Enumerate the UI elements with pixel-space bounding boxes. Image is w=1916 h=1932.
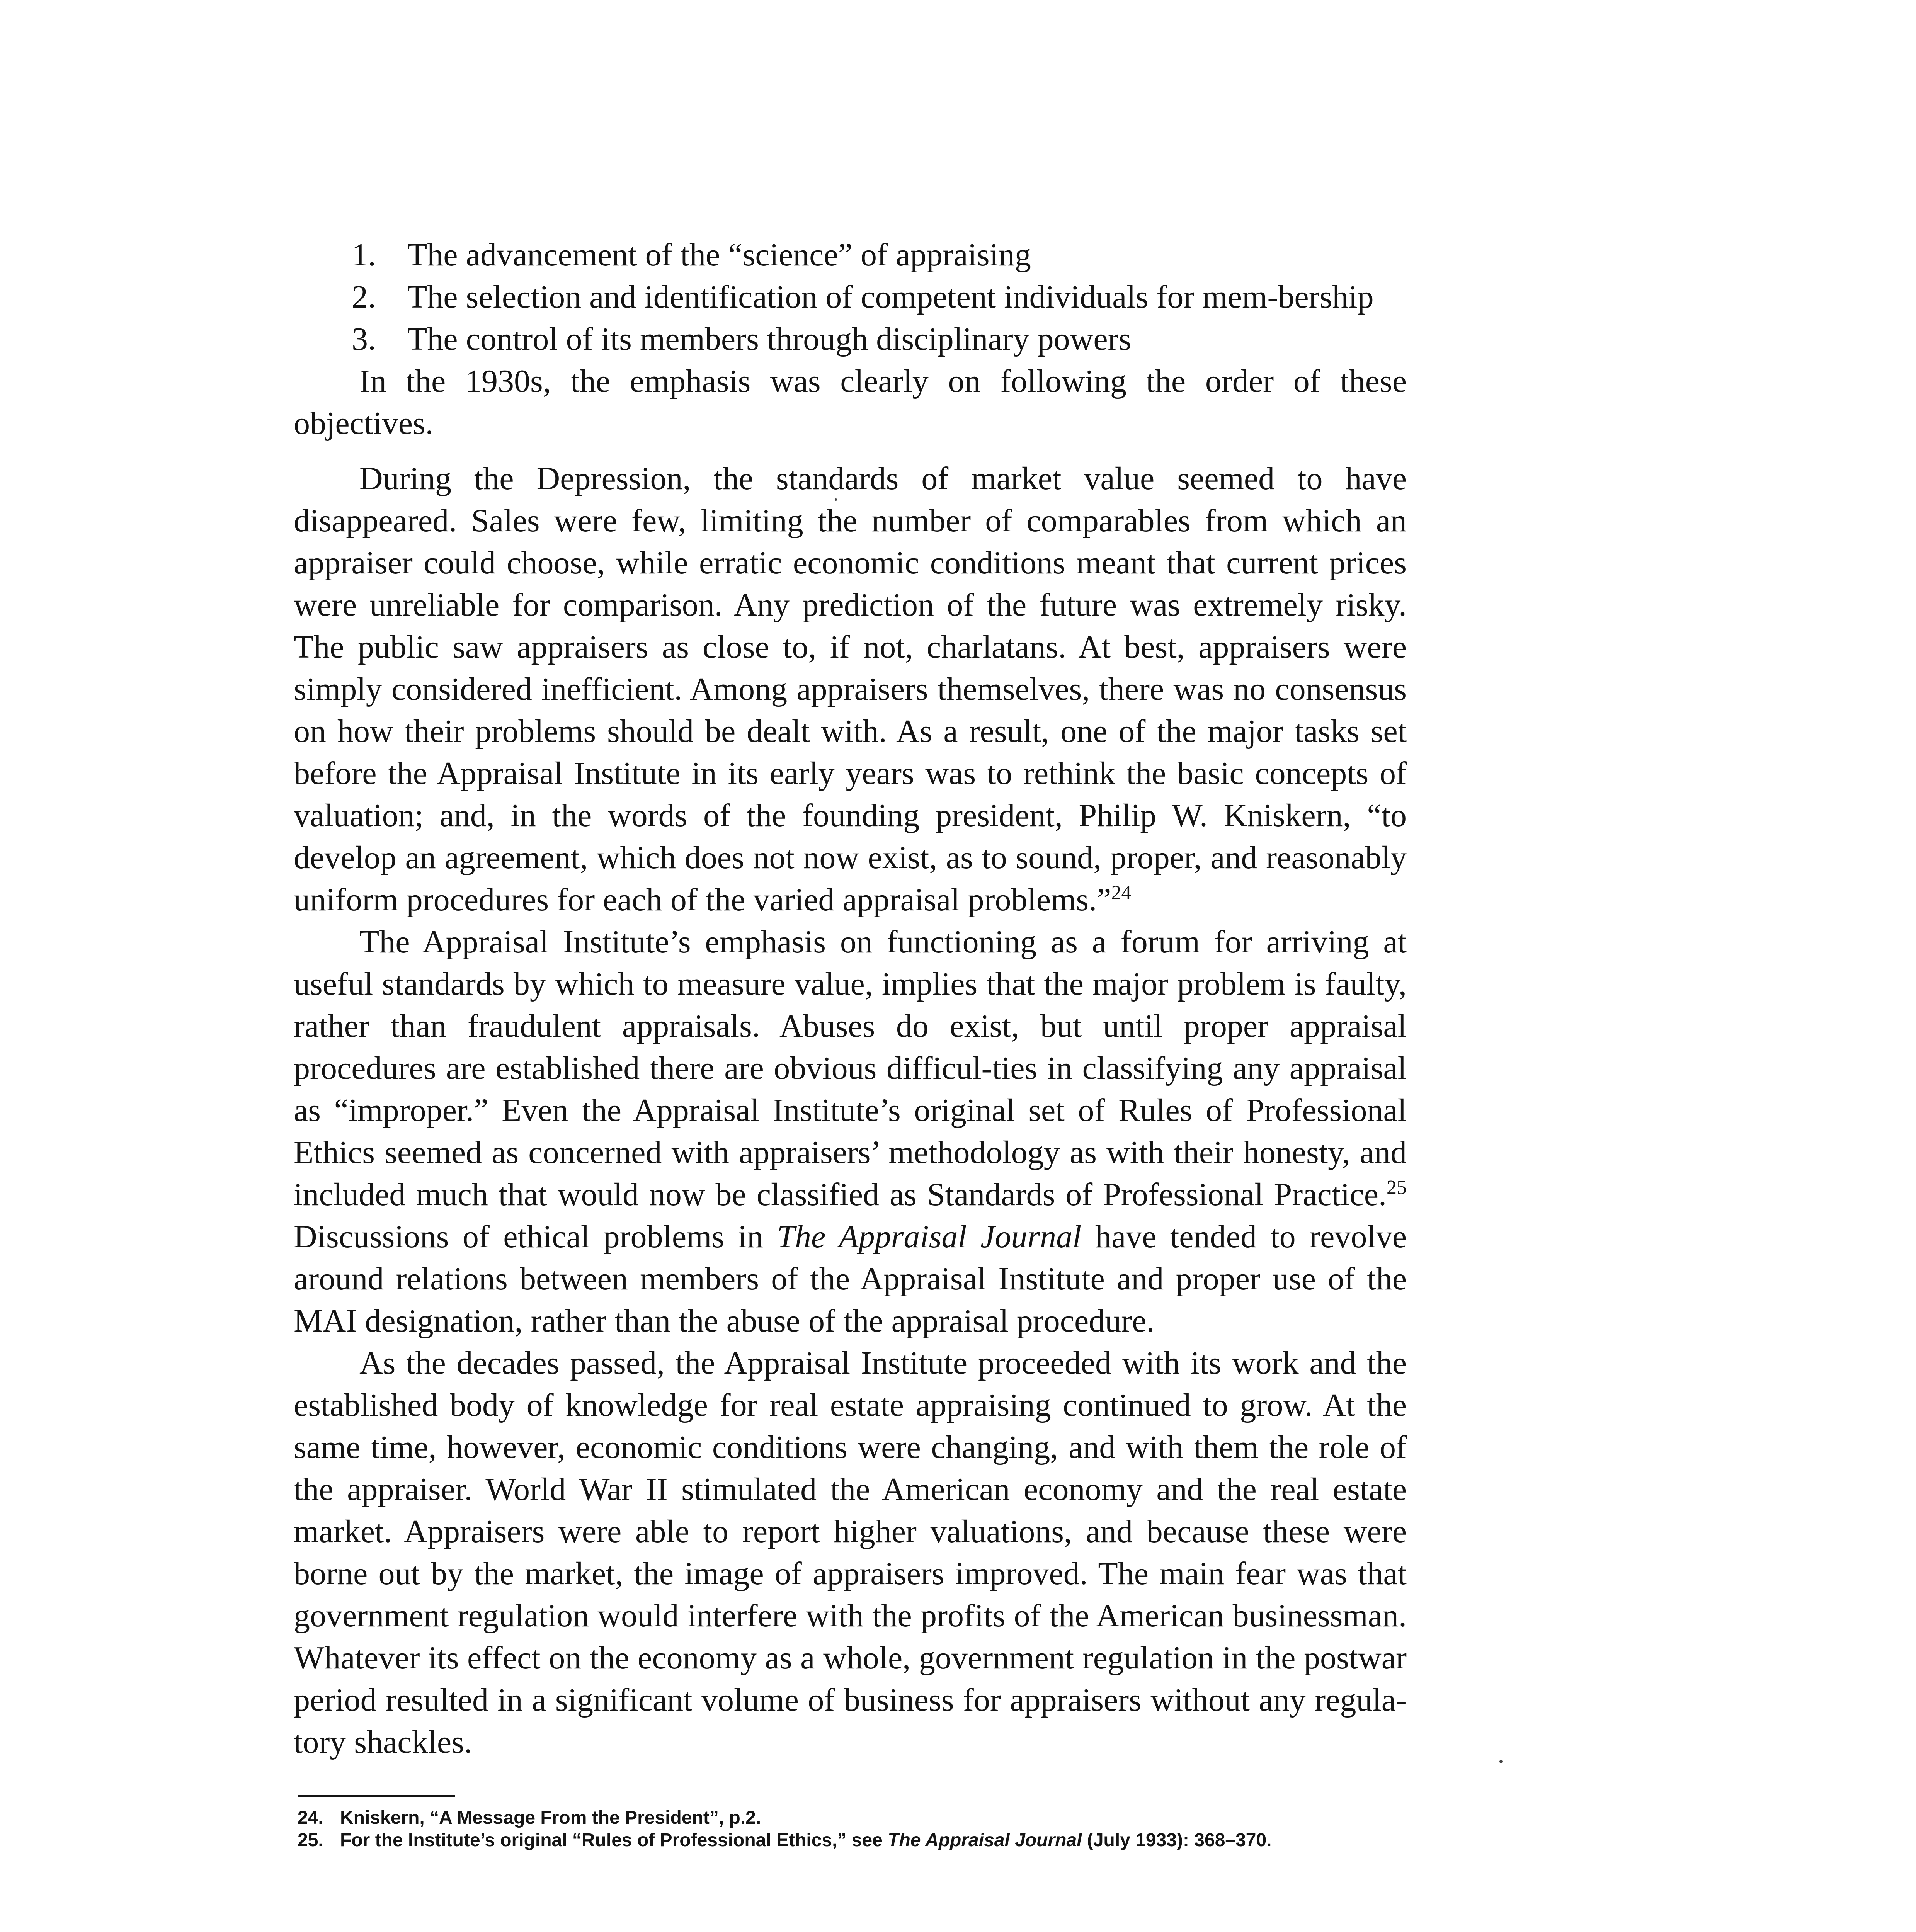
paragraph-text: Discussions of ethical problems in bbox=[294, 1219, 777, 1255]
journal-title: The Appraisal Journal bbox=[777, 1219, 1082, 1255]
footnote-text: Kniskern, “A Message From the President”, p.2. bbox=[340, 1808, 761, 1828]
footnote-text: (July 1933): 368–370. bbox=[1082, 1830, 1272, 1850]
paragraph-forum bbox=[294, 921, 1407, 1342]
footnote-24 bbox=[294, 1807, 1407, 1829]
list-item bbox=[294, 318, 1407, 360]
list-item bbox=[294, 276, 1407, 318]
footnote-number: 24. bbox=[298, 1808, 323, 1828]
objectives-list bbox=[294, 234, 1407, 360]
list-number: 2. bbox=[352, 279, 376, 315]
list-number: 3. bbox=[352, 321, 376, 357]
footnote-journal-title: The Appraisal Journal bbox=[888, 1830, 1082, 1850]
list-text: The control of its members through disciplinary powers bbox=[407, 321, 1132, 357]
footnote-25 bbox=[294, 1829, 1407, 1852]
scan-speck bbox=[1499, 1760, 1503, 1763]
list-item bbox=[294, 234, 1407, 276]
page-body bbox=[294, 234, 1407, 1852]
footnote-ref-24: 24 bbox=[1111, 882, 1132, 904]
paragraph-text: During the Depression, the standards of market value seemed to have disappeared. Sales were few, limiting the number of comparables from which an appraiser could choose, while erratic economic conditions meant that current prices were unreliable for comparison. Any prediction of the future was extremely risky. The public saw appraisers as close to, if not, charlatans. At best, appraisers were simply considered inefficient. Among appraisers themselves, there was no consensus on how their problems should be dealt with. As a result, one of the major tasks set before the Appraisal Institute in its early years was to rethink the basic concepts of valuation; and, in the words of the founding president, Philip W. Kniskern, “to develop an agreement, which does not now exist, as to sound, proper, and reasonably uniform procedures for each of the varied appraisal problems.” bbox=[294, 461, 1407, 918]
footnote-number: 25. bbox=[298, 1830, 323, 1850]
footnote-text: For the Institute’s original “Rules of Professional Ethics,” see bbox=[340, 1830, 888, 1850]
paragraph-decades: As the decades passed, the Appraisal Institute proceeded with its work and the established body of knowledge for real estate appraising continued to grow. At the same time, however, economic conditions were changing, and with them the role of the appraiser. World War II stimulated the American economy and the real estate market. Appraisers were able to report higher valuations, and because these were borne out by the market, the image of appraisers improved. The main fear was that government regulation would interfere with the profits of the American businessman. Whatever its effect on the economy as a whole, government regulation in the postwar period resulted in a significant volume of business for appraisers without any regula-tory shackles. bbox=[294, 1345, 1407, 1760]
list-text: The selection and identification of competent individuals for mem-bership bbox=[407, 279, 1374, 315]
list-text: The advancement of the “science” of appraising bbox=[407, 237, 1031, 273]
footnote-divider bbox=[298, 1795, 455, 1797]
footnotes bbox=[294, 1807, 1407, 1852]
paragraph-1930s: In the 1930s, the emphasis was clearly on following the order of these objectives. bbox=[294, 363, 1407, 441]
footnote-ref-25: 25 bbox=[1387, 1177, 1407, 1199]
list-number: 1. bbox=[352, 237, 376, 273]
paragraph-text: have tended to revolve around relations between members of the Appraisal Institute and proper use of the MAI designation, rather than the abuse of the appraisal procedure. bbox=[294, 1219, 1407, 1339]
paragraph-depression bbox=[294, 457, 1407, 921]
paragraph-text: The Appraisal Institute’s emphasis on functioning as a forum for arriving at useful standards by which to measure value, implies that the major problem is faulty, rather than fraudulent appraisals. Abuses do exist, but until proper appraisal procedures are established there are obvious difficul-ties in classifying any appraisal as “improper.” Even the Appraisal Institute’s original set of Rules of Professional Ethics seemed as concerned with appraisers’ methodology as with their honesty, and included much that would now be classified as Standards of Professional Practice. bbox=[294, 924, 1407, 1213]
scan-speck bbox=[835, 498, 837, 501]
